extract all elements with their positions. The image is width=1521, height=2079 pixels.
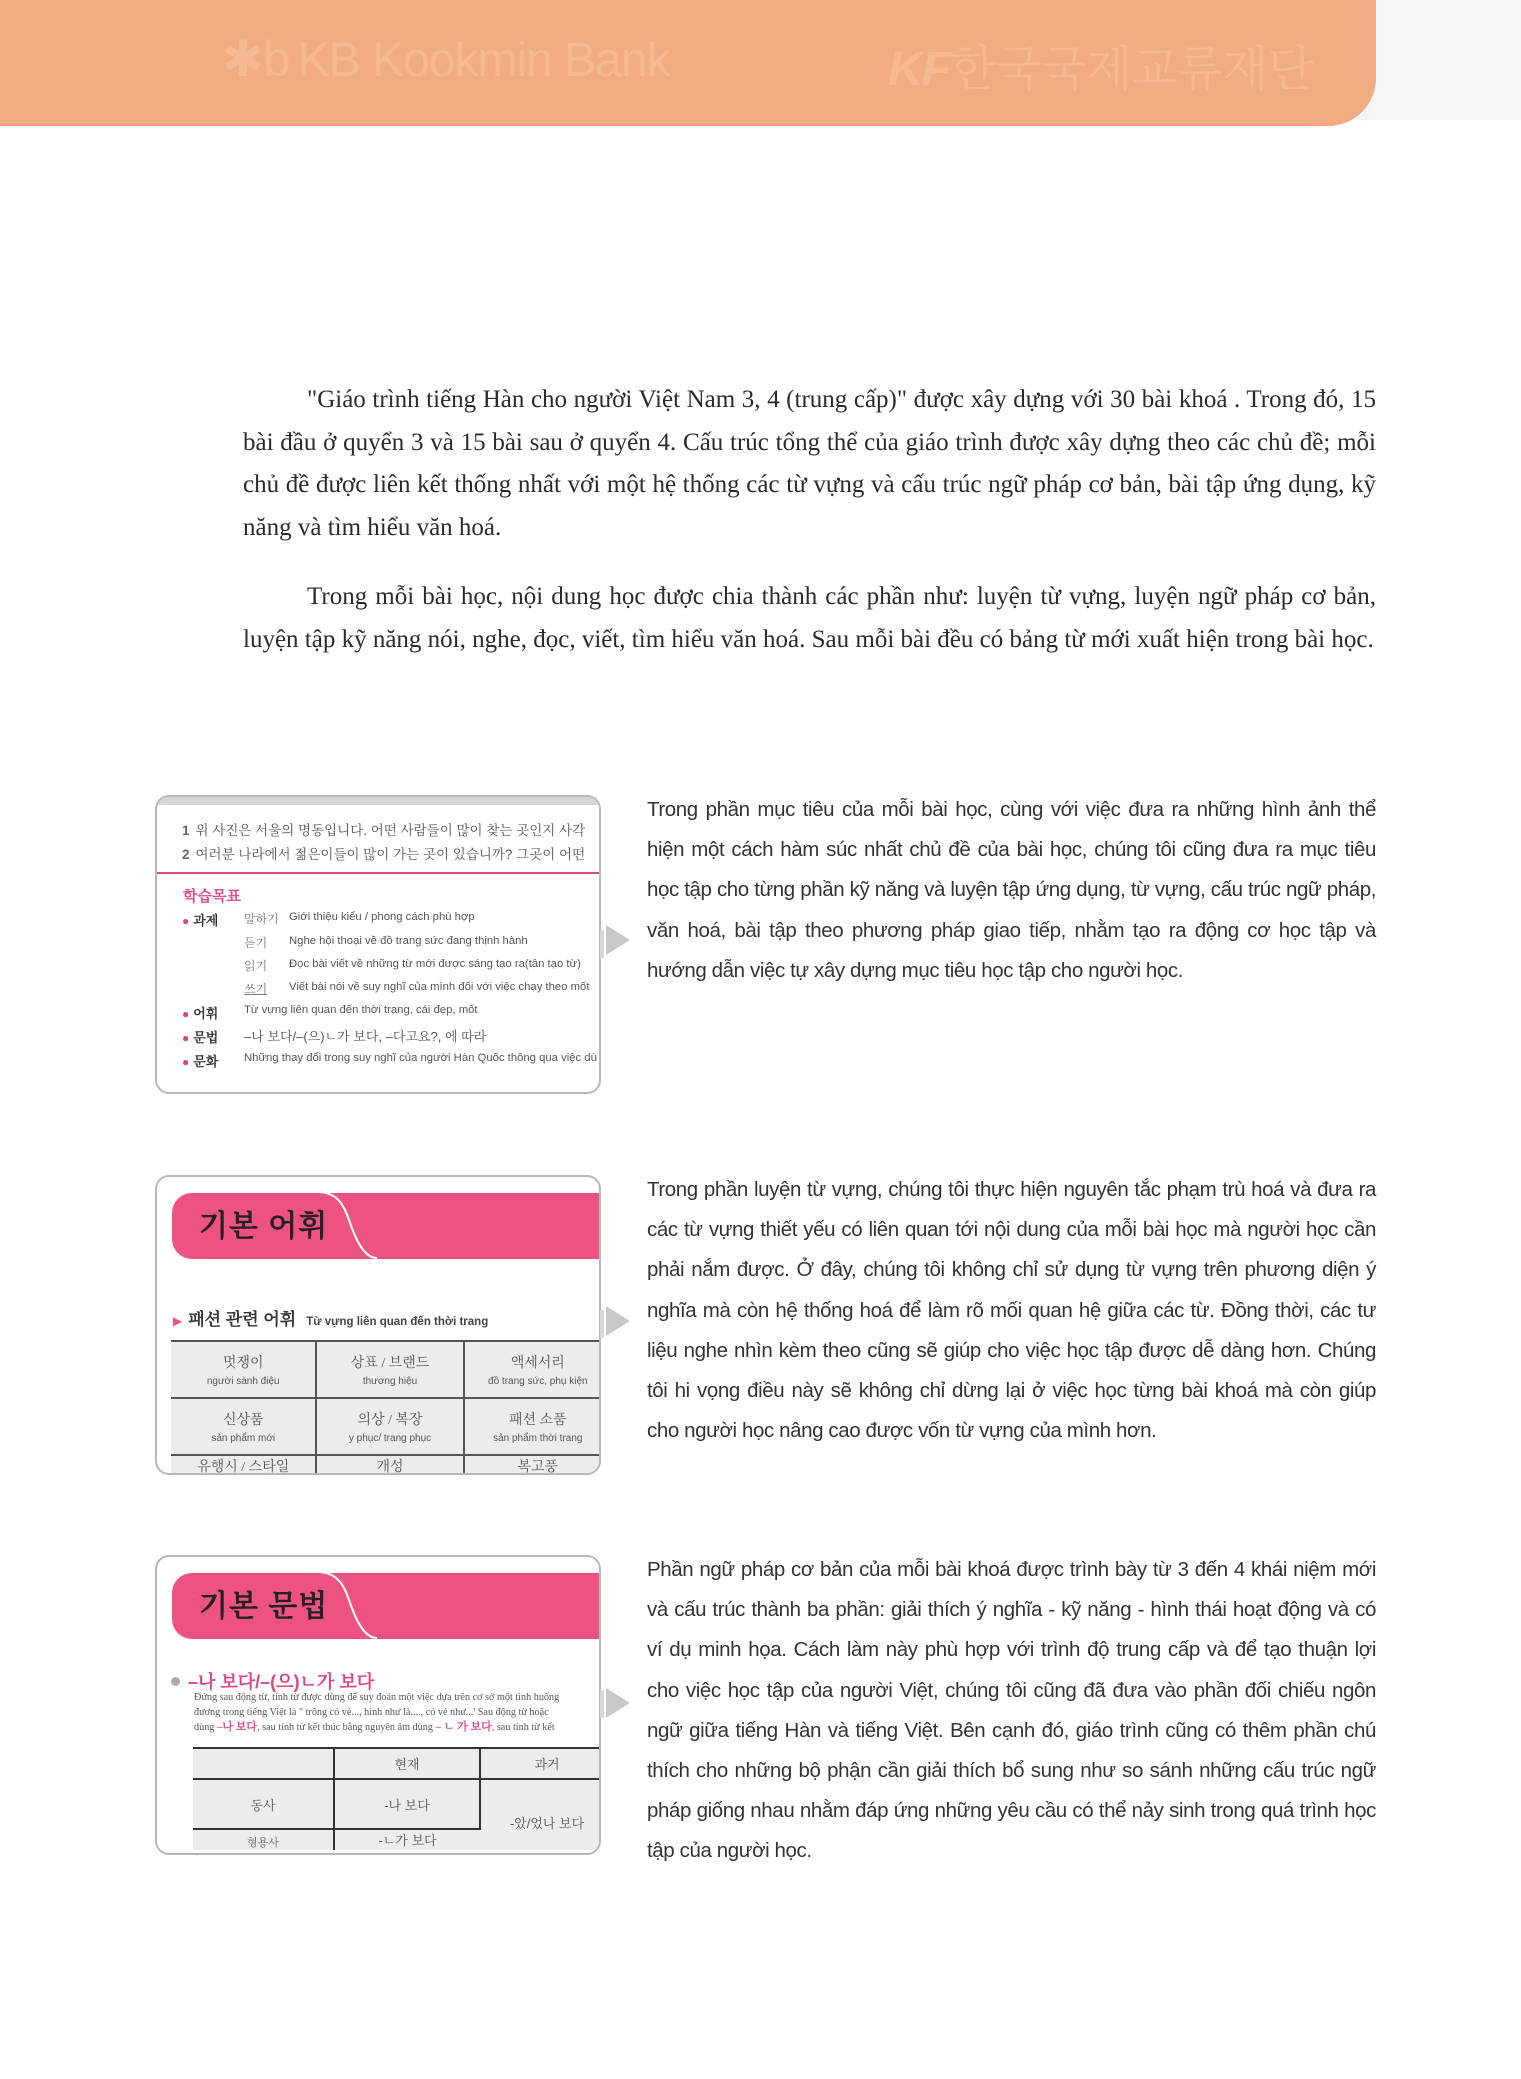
- past-form: -았/었나 보다: [480, 1779, 601, 1850]
- preview-question-2: 2 여러분 나라에서 젊은이들이 많이 가는 곳이 있습니까? 그곳이 어떤: [182, 847, 586, 862]
- basic-grammar-preview: [155, 1555, 601, 1855]
- goal-category-culture: ● 문화: [182, 1054, 219, 1069]
- row-label: 형용사: [193, 1829, 334, 1850]
- goal-value: Từ vựng liên quan đến thời trang, cái đẹp, mốt: [244, 1004, 478, 1016]
- kf-mark-icon: KF: [888, 43, 950, 96]
- intro-paragraph-1: "Giáo trình tiếng Hàn cho người Việt Nam 3, 4 (trung cấp)" được xây dựng với 30 bài khoá . Trong đó, 15 bài đầu ở quyển 3 và 15 bài sau ở quyển 4. Cấu trúc tổng thể của giáo trình được xây dựng theo các chủ đề; mỗi chủ đề được liên kết thống nhất với một hệ thống các từ vựng và cấu trúc ngữ pháp cơ bản, bài tập ứng dụng, kỹ năng và tìm hiểu văn hoá.: [243, 386, 1376, 541]
- grammar-table: [193, 1747, 601, 1850]
- bullet-icon: ●: [182, 914, 190, 928]
- goal-category-grammar: ● 문법: [182, 1030, 219, 1045]
- present-form: -나 보다: [334, 1779, 480, 1829]
- vocab-cell: 개성: [316, 1455, 463, 1475]
- learning-goals-preview: [155, 795, 601, 1094]
- table-row: [193, 1779, 601, 1829]
- table-header-row: [193, 1748, 601, 1779]
- banner-title: 기본 문법: [199, 1590, 329, 1623]
- bullet-icon: [171, 1677, 180, 1686]
- section-description-grammar: Phần ngữ pháp cơ bản của mỗi bài khoá được trình bày từ 3 đến 4 khái niệm mới và cấu trúc thành ba phần: giải thích ý nghĩa - kỹ năng - hình thái hoạt động và có ví dụ minh họa. Cách làm này phù hợp với trình độ trung cấp và để tạo thuận lợi cho việc học tập của người Việt, chúng tôi cũng đã đưa vào phần đối chiếu ngôn ngữ giữa tiếng Hàn và tiếng Việt. Bên cạnh đó, giáo trình cũng có thêm phần chú thích cho những bộ phận cần giải thích bổ sung như so sánh những cấu trúc ngữ pháp giống nhau nhằm đáp ứng những yêu cầu có thể nảy sinh trong quá trình học tập của người học.: [647, 1558, 1376, 1863]
- vocab-cell: 의상 / 복장 y phục/ trang phục: [316, 1398, 463, 1455]
- header-cell: 현재: [334, 1748, 480, 1779]
- vocab-cell: 유행시 / 스타일: [171, 1455, 316, 1475]
- skill-desc: Đọc bài viết về những từ mới được sáng tạo ra(tân tạo từ): [289, 958, 581, 970]
- skill-desc: Giới thiệu kiểu / phong cách phù hợp: [289, 911, 475, 923]
- present-form: -ㄴ가 보다: [334, 1829, 480, 1850]
- kb-kookmin-bank-logo: ✱b KB Kookmin Bank: [222, 31, 670, 87]
- scroll-indicator: [600, 1690, 604, 1718]
- row-label: 동사: [193, 1779, 334, 1829]
- kb-star-icon: ✱b: [222, 31, 290, 87]
- goal-category-vocab: ● 어휘: [182, 1006, 219, 1021]
- vocab-table: [171, 1340, 601, 1475]
- play-arrow-icon: [606, 925, 630, 955]
- section-description-goals: Trong phần mục tiêu của mỗi bài học, cùng với việc đưa ra những hình ảnh thể hiện một cách hàm súc nhất chủ đề của bài học, chúng tôi cũng đưa ra mục tiêu học tập cho từng phần kỹ năng và luyện tập ứng dụng, từ vựng, cấu trúc ngữ pháp, văn hoá, bài tập theo phương pháp giao tiếp, nhằm tạo ra động cơ học tập và hướng dẫn việc tự xây dựng mục tiêu học tập cho người học.: [647, 798, 1376, 982]
- table-row: [171, 1341, 601, 1398]
- vocab-cell: 멋쟁이 người sành điệu: [171, 1341, 316, 1398]
- table-row: [171, 1455, 601, 1475]
- triangle-bullet-icon: ▶: [173, 1314, 183, 1328]
- goal-value: –나 보다/–(으)ㄴ가 보다, –다고요?, 에 따라: [244, 1029, 487, 1044]
- goal-category-task: ● 과제: [182, 913, 219, 928]
- basic-vocabulary-preview: [155, 1175, 601, 1475]
- skill-desc: Viết bài nói về suy nghĩ của mình đối với việc chạy theo mốt: [289, 981, 590, 993]
- goal-value: Những thay đổi trong suy nghĩ của người Hàn Quốc thông qua việc dù: [244, 1052, 597, 1064]
- header-band: [0, 0, 1376, 126]
- scroll-indicator: [600, 1310, 604, 1338]
- skill-desc: Nghe hội thoại về đồ trang sức đang thịnh hành: [289, 935, 528, 947]
- bullet-icon: ●: [182, 1055, 190, 1069]
- intro-paragraph-2: Trong mỗi bài học, nội dung học được chia thành các phần như: luyện từ vựng, luyện ngữ pháp cơ bản, luyện tập kỹ năng nói, nghe, đọc, viết, tìm hiểu văn hoá. Sau mỗi bài đều có bảng từ mới xuất hiện trong bài học.: [243, 583, 1376, 653]
- bullet-icon: ●: [182, 1031, 190, 1045]
- vocab-cell: 상표 / 브랜드 thương hiệu: [316, 1341, 463, 1398]
- header-cell: 과거: [480, 1748, 601, 1779]
- vocab-cell: 신상품 sản phẩm mới: [171, 1398, 316, 1455]
- table-row: [171, 1398, 601, 1455]
- play-arrow-icon: [606, 1306, 630, 1336]
- header-cell: [193, 1748, 334, 1779]
- skill-label: 말하기: [244, 912, 279, 926]
- banner-title: 기본 어휘: [199, 1210, 329, 1243]
- vocab-subheading: ▶ 패션 관련 어휘 Từ vựng liên quan đến thời trang: [173, 1310, 489, 1329]
- skill-label: 읽기: [244, 959, 268, 973]
- scroll-indicator: [600, 930, 604, 958]
- skill-label: 쓰기: [244, 982, 268, 996]
- grammar-title: –나 보다/–(으)ㄴ가 보다: [171, 1668, 374, 1694]
- vocab-cell: 액세서리 đồ trang sức, phụ kiện: [464, 1341, 601, 1398]
- grammar-explanation: Đứng sau động từ, tính từ được dùng để suy đoán một việc dựa trên cơ sở một tình huống đương trong tiếng Việt là " trông có vẻ..., hình như là...., có vẻ như...' Sau động từ hoặc dùng –나 보다, sau tính từ kết thúc bằng nguyên âm dùng – ㄴ 가 보다, sau tính từ kết: [194, 1692, 560, 1733]
- vocab-cell: 복고풍: [464, 1455, 601, 1475]
- preview-question-1: 1 위 사진은 서울의 명동입니다. 어떤 사람들이 많이 찾는 곳인지 사각: [182, 823, 586, 838]
- section-description-vocabulary: Trong phần luyện từ vựng, chúng tôi thực hiện nguyên tắc phạm trù hoá và đưa ra các từ vựng thiết yếu có liên quan tới nội dung của mỗi bài học mà người học cần phải nắm được. Ở đây, chúng tôi không chỉ sử dụng từ vựng trên phương diện ý nghĩa mà còn hệ thống hoá để làm rõ mối quan hệ giữa các từ. Đồng thời, các tư liệu nghe nhìn kèm theo cũng sẽ giúp cho việc học tập được dễ dàng hơn. Chúng tôi hi vọng điều này sẽ không chỉ dừng lại ở việc học từng bài khoá mà còn giúp cho người học nâng cao được vốn từ vựng của mình hơn.: [647, 1178, 1376, 1443]
- vocab-cell: 패션 소품 sản phẩm thời trang: [464, 1398, 601, 1455]
- play-arrow-icon: [606, 1688, 630, 1718]
- divider: [157, 872, 599, 874]
- skill-label: 듣기: [244, 936, 268, 950]
- bullet-icon: ●: [182, 1007, 190, 1021]
- learning-goals-heading: 학습목표: [183, 888, 241, 905]
- korea-foundation-logo: KF한국국제교류재단: [888, 43, 1313, 96]
